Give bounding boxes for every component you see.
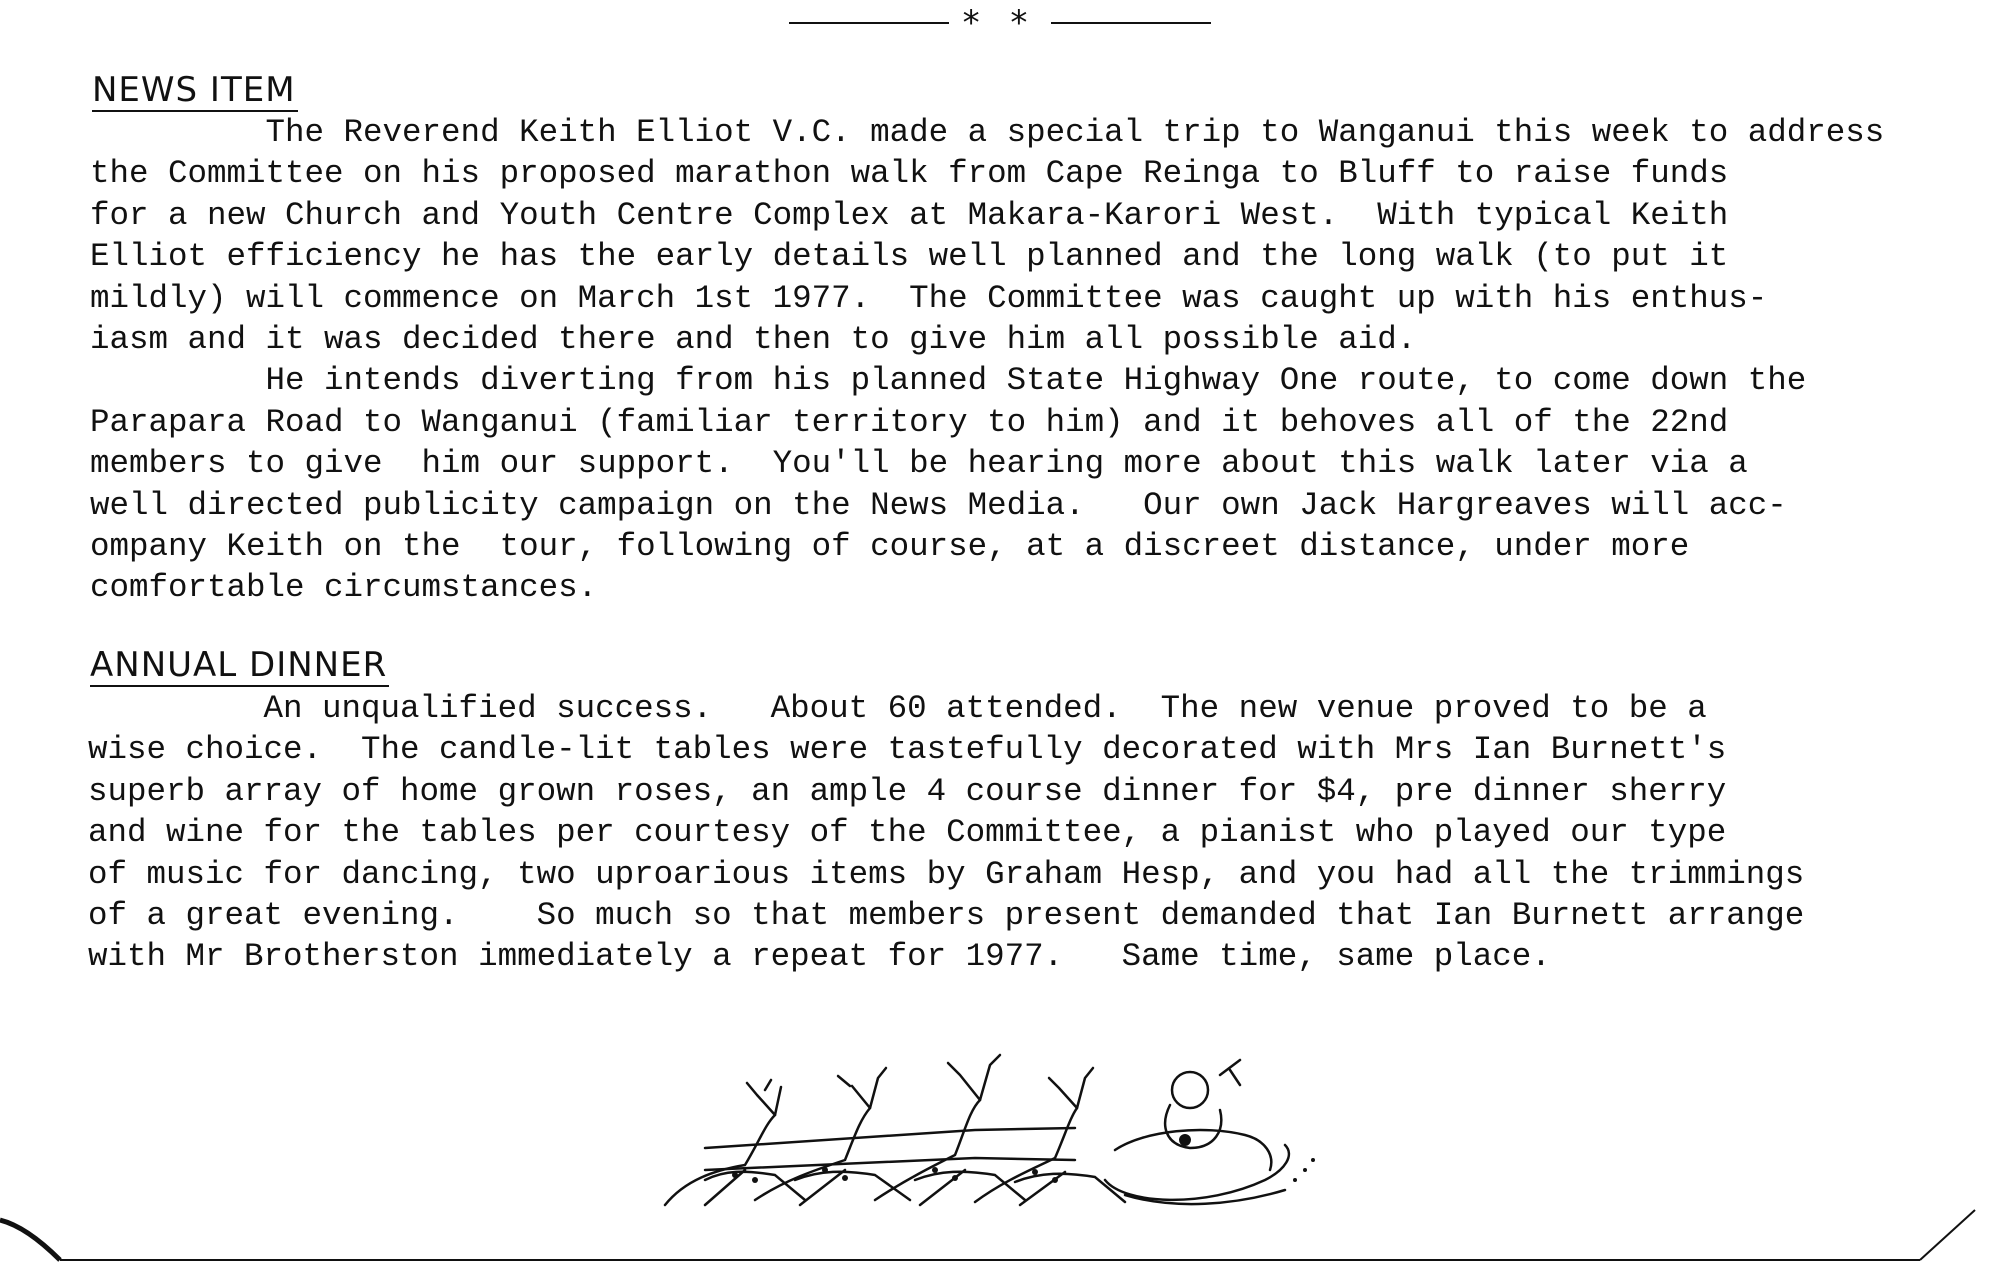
text-line: ompany Keith on the tour, following of course, at a discreet distance, under more xyxy=(90,528,1690,566)
text-line: superb array of home grown roses, an ample 4 course dinner for $4, pre dinner sherry xyxy=(88,772,1727,810)
annual-dinner-heading: ANNUAL DINNER xyxy=(90,645,388,685)
text-line: Elliot efficiency he has the early details well planned and the long walk (to put it xyxy=(90,238,1729,276)
divider-rule-left xyxy=(789,22,949,24)
text-line: members to give him our support. You'll be hearing more about this walk later via a xyxy=(90,445,1748,483)
divider-stars: * * xyxy=(962,3,1038,43)
annual-dinner-paragraph xyxy=(88,688,1804,978)
text-line: comfortable circumstances. xyxy=(90,569,598,607)
text-line: He intends diverting from his planned State Highway One route, to come down the xyxy=(90,362,1807,400)
text-line: the Committee on his proposed marathon walk from Cape Reinga to Bluff to raise funds xyxy=(90,155,1729,193)
text-line: mildly) will commence on March 1st 1977. The Committee was caught up with his enthus- xyxy=(90,279,1768,317)
news-item-heading: NEWS ITEM xyxy=(92,70,296,110)
text-line: of a great evening. So much so that members present demanded that Ian Burnett arrange xyxy=(88,897,1805,935)
news-item-paragraph-1 xyxy=(90,112,1884,609)
text-line: wise choice. The candle-lit tables were tastefully decorated with Mrs Ian Burnett's xyxy=(88,731,1727,769)
text-line: well directed publicity campaign on the News Media. Our own Jack Hargreaves will acc- xyxy=(90,486,1787,524)
text-line: and wine for the tables per courtesy of the Committee, a pianist who played our type xyxy=(88,814,1727,852)
text-line: Parapara Road to Wanganui (familiar territory to him) and it behoves all of the 22nd xyxy=(90,403,1729,441)
text-line: of music for dancing, two uproarious items by Graham Hesp, and you had all the trimmings xyxy=(88,855,1805,893)
text-line: An unqualified success. About 60 attended. The new venue proved to be a xyxy=(88,690,1707,727)
page-bottom-border xyxy=(0,1180,2000,1275)
text-line: iasm and it was decided there and then to give him all possible aid. xyxy=(90,321,1417,359)
section-divider xyxy=(0,3,2000,43)
text-line: with Mr Brotherston immediately a repeat for 1977. Same time, same place. xyxy=(88,938,1551,976)
text-line: The Reverend Keith Elliot V.C. made a special trip to Wanganui this week to address xyxy=(90,114,1885,151)
text-line: for a new Church and Youth Centre Complex at Makara-Karori West. With typical Keith xyxy=(90,196,1729,234)
divider-rule-right xyxy=(1051,22,1211,24)
